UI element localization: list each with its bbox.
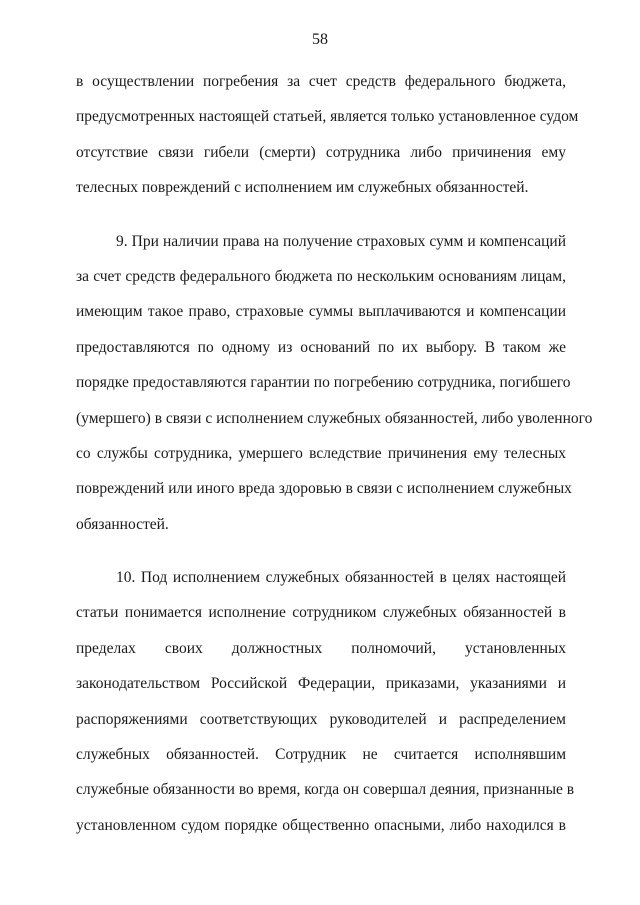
paragraph-item-10 xyxy=(76,560,575,843)
text-line: законодательством Российской Федерации, приказами, указаниями и xyxy=(76,675,566,693)
text-line: (умершего) в связи с исполнением служебных обязанностей, либо уволенного xyxy=(76,409,593,427)
paragraph-gap xyxy=(76,542,566,560)
text-line: пределах своих должностных полномочий, установленных xyxy=(76,639,566,657)
text-line: 10. Под исполнением служебных обязанностей в целях настоящей xyxy=(116,569,566,587)
text-line: за счет средств федерального бюджета по нескольким основаниям лицам, xyxy=(76,267,566,285)
paragraph-continuation xyxy=(76,64,579,206)
document-body xyxy=(76,64,593,843)
text-line: предоставляются по одному из оснований по их выбору. В таком же xyxy=(76,338,566,356)
text-line: распоряжениями соответствующих руководителей и распределением xyxy=(76,710,566,728)
text-line: обязанностей. xyxy=(76,515,169,533)
page-number: 58 xyxy=(312,31,328,48)
text-line: порядке предоставляются гарантии по погребению сотрудника, погибшего xyxy=(76,374,571,392)
text-line: предусмотренных настоящей статьей, является только установленное судом xyxy=(76,108,579,126)
text-line: 9. При наличии права на получение страховых сумм и компенсаций xyxy=(116,232,566,250)
text-line: установленном судом порядке общественно опасными, либо находился в xyxy=(76,816,566,834)
text-line: повреждений или иного вреда здоровью в связи с исполнением служебных xyxy=(76,480,572,498)
text-line: в осуществлении погребения за счет средств федерального бюджета, xyxy=(76,73,566,90)
text-line: со службы сотрудника, умершего вследствие причинения ему телесных xyxy=(76,444,566,462)
paragraph-item-9 xyxy=(76,224,593,543)
text-line: имеющим такое право, страховые суммы выплачиваются и компенсации xyxy=(76,303,566,321)
paragraph-gap xyxy=(76,206,566,224)
text-line: телесных повреждений с исполнением им служебных обязанностей. xyxy=(76,179,529,197)
text-line: служебные обязанности во время, когда он совершал деяния, признанные в xyxy=(76,781,575,799)
text-line: отсутствие связи гибели (смерти) сотрудника либо причинения ему xyxy=(76,143,566,161)
text-line: служебных обязанностей. Сотрудник не считается исполнявшим xyxy=(76,746,566,764)
text-line: статьи понимается исполнение сотрудником служебных обязанностей в xyxy=(76,604,566,622)
